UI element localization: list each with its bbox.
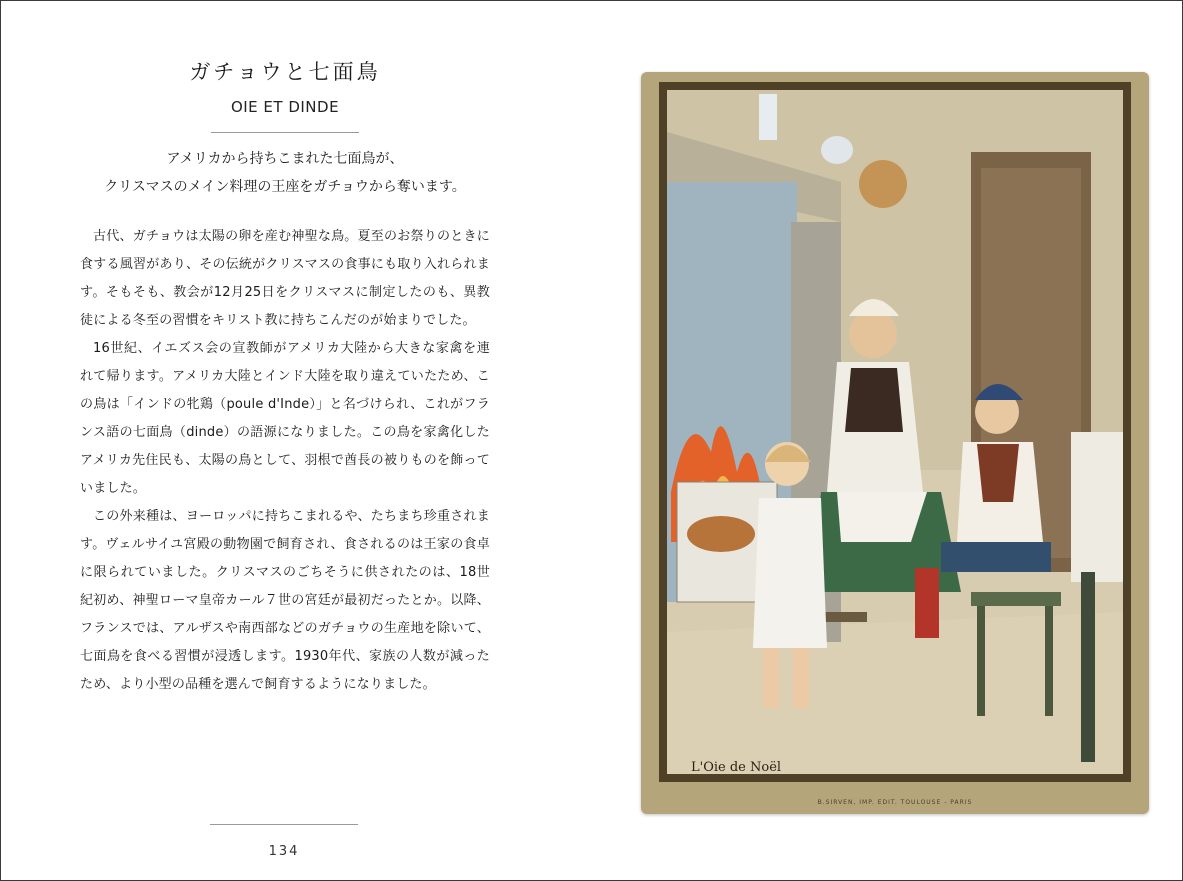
roast-goose [687,516,755,552]
jug-1 [759,94,777,140]
table-leg [1081,572,1095,762]
boy-stockings [915,568,939,638]
stool-right-leg-2 [1045,606,1053,716]
tablecloth [1071,432,1123,582]
body-text [80,223,490,699]
card-caption: L'Oie de Noël [691,760,782,775]
text-page [80,50,490,699]
title-divider [211,132,359,133]
stone-floor [667,612,1123,774]
lead-line-1: アメリカから持ちこまれた七面鳥が、 [166,151,404,167]
boy-vest [977,444,1019,502]
stool-right-leg [977,606,985,716]
lead-line-2: クリスマスのメイン料理の王座をガチョウから奪います。 [104,179,466,195]
kitchen-scene-image [641,72,1149,814]
footer-divider [210,824,358,825]
lead-text [80,145,490,201]
paragraph-1: 古代、ガチョウは太陽の卵を産む神聖な鳥。夏至のお祭りのときに食する風習があり、その伝統がクリスマスの食事にも取り入れられます。そもそも、教会が12月25日をクリスマスに制定したのも、異教徒による冬至の習慣をキリスト教に持ちこんだのが始まりでした。 [80,229,490,328]
stool-right-seat [971,592,1061,606]
page-number: 134 [268,844,300,859]
jug-2 [821,136,853,164]
paragraph-2: 16世紀、イエズス会の宣教師がアメリカ大陸から大きな家禽を連れて帰ります。アメリカ大陸とインド大陸を取り違えていたため、この鳥は「インドの牝鶏（poule d'Inde）」と名づけられ、これがフランス語の七面鳥（dinde）の語源になりました。この鳥を家禽化したアメリカ先住民も、太陽の鳥として、羽根で酋長の被りものを飾っていました。 [80,341,490,496]
woman-bodice [845,368,903,432]
page-subtitle: OIE ET DINDE [230,98,340,116]
page-title: ガチョウと七面鳥 [189,60,381,84]
child-nightshirt [753,498,827,648]
vintage-card-illustration [641,72,1149,814]
child-leg-right [793,648,809,708]
child-leg-left [763,648,779,708]
woman-head [849,310,897,358]
straw-hat [859,160,907,208]
boy-trousers [941,542,1051,572]
paragraph-3: この外来種は、ヨーロッパに持ちこまれるや、たちまち珍重されます。ヴェルサイユ宮殿の動物園で飼育され、食されるのは王家の食卓に限られていました。クリスマスのごちそうに供されたのは、18世紀初め、神聖ローマ皇帝カール７世の宮廷が最初だったとか。以降、フランスでは、アルザスや南西部などのガチョウの生産地を除いて、七面鳥を食べる習慣が浸透します。1930年代、家族の人数が減ったため、より小型の品種を選んで飼育するようになりました。 [80,509,490,692]
card-imprint: B.SIRVEN, IMP. EDIT. TOULOUSE - PARIS [817,799,973,806]
